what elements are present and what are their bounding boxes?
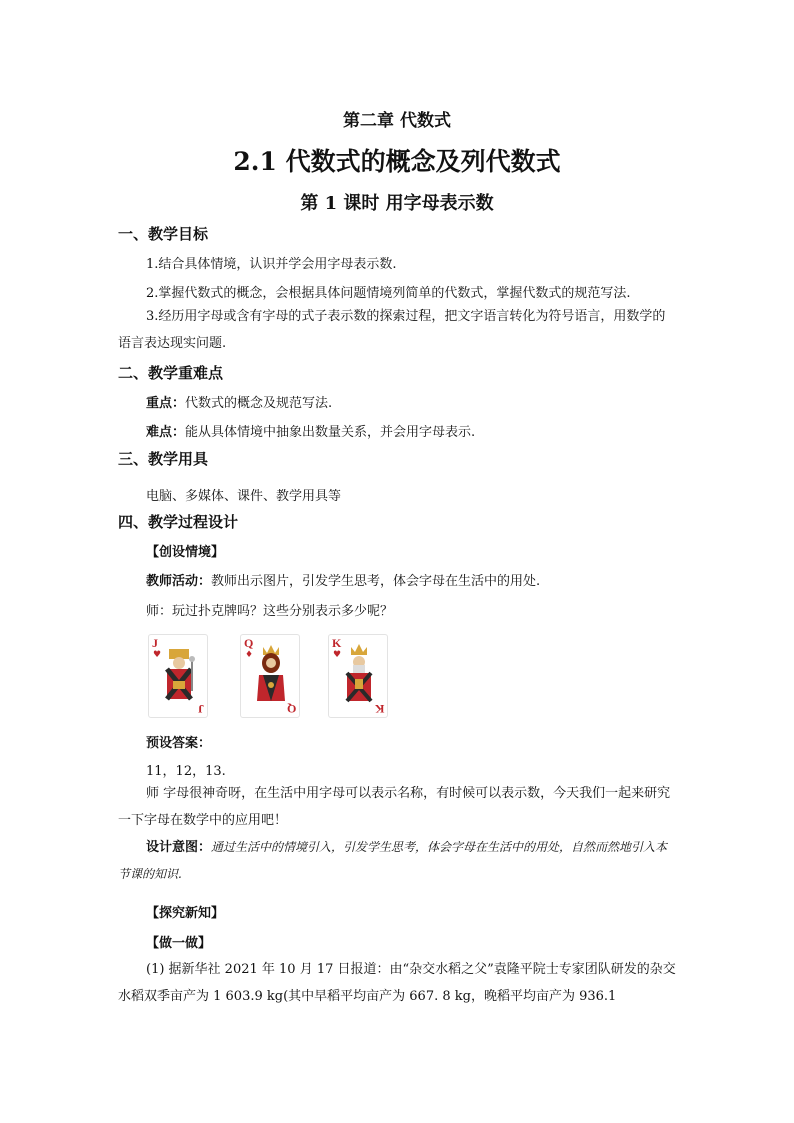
playing-card-jack	[148, 634, 208, 718]
answer-label: 预设答案：	[146, 736, 212, 751]
difficult-point-label: 难点：	[146, 425, 186, 440]
section-title: 2.1 代数式的概念及列代数式	[233, 147, 561, 176]
jack-figure-icon	[159, 641, 199, 711]
teacher-activity-text: 教师出示图片，引发学生思考，体会字母在生活中的用处.	[211, 574, 541, 589]
heading-teaching-tools: 三、教学用具	[118, 450, 209, 468]
card-rank-inverted: Q	[286, 702, 296, 716]
situation-label: 【创设情境】	[146, 545, 225, 560]
objective-1: 1.结合具体情境，认识并学会用字母表示数.	[146, 257, 397, 272]
teacher-question: 师：玩过扑克牌吗？这些分别表示多少呢？	[146, 604, 394, 619]
card-rank: Q	[244, 636, 254, 650]
heart-icon: ♥	[333, 650, 342, 660]
lesson-title: 第 1 课时 用字母表示数	[300, 193, 494, 214]
diamond-icon: ♦	[245, 650, 254, 660]
card-rank-inverted: J	[198, 702, 204, 716]
try-label: 【做一做】	[146, 936, 212, 951]
heading-teaching-objectives: 一、教学目标	[118, 225, 209, 243]
card-rank-inverted: K	[374, 702, 384, 716]
answer-text: 11，12，13.	[146, 764, 226, 779]
teacher-activity	[146, 570, 540, 589]
teaching-tools-text: 电脑、多媒体、课件、教学用具等	[146, 489, 342, 504]
playing-card-king	[328, 634, 388, 718]
king-figure-icon	[339, 641, 379, 711]
heart-icon: ♥	[153, 650, 162, 660]
playing-card-queen	[240, 634, 300, 718]
queen-figure-icon	[251, 641, 291, 711]
design-intent-text: 通过生活中的情境引入，引发学生思考，体会字母在生活中的用处，自然而然地引入本节课的知识.	[118, 840, 668, 881]
heading-key-difficult-points: 二、教学重难点	[118, 364, 224, 382]
teacher-activity-label: 教师活动：	[146, 574, 212, 589]
explore-label: 【探究新知】	[146, 906, 225, 921]
design-intent	[118, 834, 678, 888]
card-rank: K	[332, 636, 342, 650]
problem-text: (1) 据新华社 2021 年 10 月 17 日报道：由“杂交水稻之父”袁隆平院士专家团队研发的杂交水稻双季亩产为 1 603.9 kg(其中早稻平均亩产为 667. 8 kg，晚稻平均亩产为 936.1	[118, 962, 676, 1004]
difficult-point	[146, 421, 475, 440]
key-point-label: 重点：	[146, 396, 186, 411]
key-point	[146, 392, 332, 411]
chapter-title: 第二章 代数式	[343, 111, 451, 131]
difficult-point-text: 能从具体情境中抽象出数量关系，并会用字母表示.	[185, 425, 476, 440]
objective-3: 3.经历用字母或含有字母的式子表示数的探索过程，把文字语言转化为符号语言，用数学的语言表达现实问题.	[118, 309, 666, 351]
heading-process-design: 四、教学过程设计	[118, 513, 239, 531]
card-rank: J	[152, 636, 158, 650]
design-intent-label: 设计意图：	[146, 840, 212, 855]
teacher-statement: 师 字母很神奇呀，在生活中用字母可以表示名称，有时候可以表示数，今天我们一起来研究一下字母在数学中的应用吧！	[118, 786, 671, 828]
key-point-text: 代数式的概念及规范写法.	[185, 396, 333, 411]
objective-2: 2.掌握代数式的概念，会根据具体问题情境列简单的代数式，掌握代数式的规范写法.	[146, 286, 631, 301]
